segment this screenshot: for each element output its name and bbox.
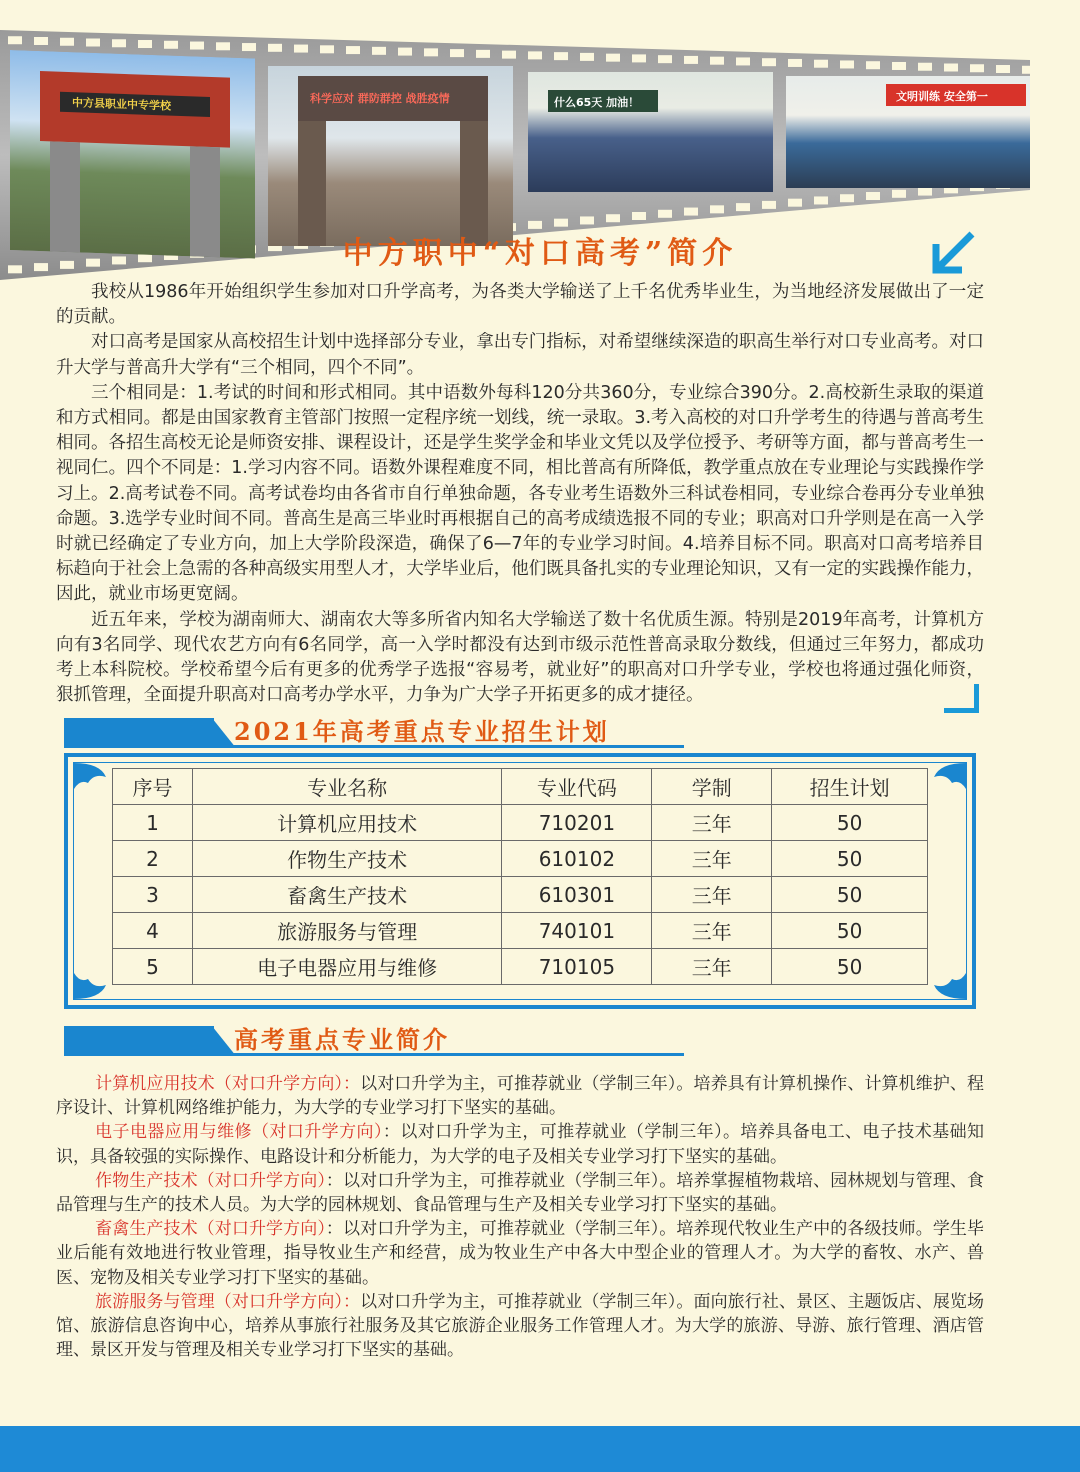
film-hole <box>1022 66 1030 74</box>
film-hole <box>8 36 22 44</box>
film-hole <box>762 58 776 66</box>
header-duration: 学制 <box>652 769 772 805</box>
cell-duration: 三年 <box>652 913 772 949</box>
major-description <box>56 1169 984 1217</box>
film-hole <box>554 52 568 60</box>
film-hole <box>840 60 854 68</box>
cell-duration: 三年 <box>652 877 772 913</box>
film-hole <box>528 51 542 59</box>
cell-quota: 50 <box>772 877 928 913</box>
photo-computer-lab <box>786 76 1030 188</box>
film-hole <box>762 201 776 209</box>
film-hole <box>814 60 828 68</box>
film-hole <box>736 57 750 65</box>
cell-major-name: 作物生产技术 <box>192 841 502 877</box>
film-hole <box>892 62 906 70</box>
cell-index: 5 <box>113 949 193 985</box>
intro-title: 中方职中“对口高考”简介 <box>342 236 738 271</box>
cell-major-code: 710105 <box>502 949 652 985</box>
film-hole <box>710 205 724 213</box>
film-hole <box>866 61 880 69</box>
film-hole <box>450 49 464 57</box>
film-hole <box>476 50 490 58</box>
film-hole <box>242 43 256 51</box>
cell-major-code: 740101 <box>502 913 652 949</box>
majors-list <box>56 1072 984 1362</box>
table-row <box>113 805 928 841</box>
film-hole <box>788 59 802 67</box>
film-hole <box>190 42 204 50</box>
photo-classroom-study <box>528 72 773 192</box>
film-hole <box>866 192 880 200</box>
film-hole <box>970 64 984 72</box>
cell-index: 2 <box>113 841 193 877</box>
major-description <box>56 1217 984 1290</box>
film-hole <box>632 54 646 62</box>
film-hole <box>424 48 438 56</box>
major-description <box>56 1120 984 1168</box>
film-hole <box>658 55 672 63</box>
film-hole <box>554 219 568 227</box>
cell-quota: 50 <box>772 913 928 949</box>
film-hole <box>398 48 412 56</box>
film-hole <box>372 47 386 55</box>
film-hole <box>658 210 672 218</box>
major-text: ：以对口升学为主，可推荐就业（学制三年）。培养具备电工、电子技术基础知识，具备较强的实际操作、电路设计和分析能力，为大学的电子及相关专业学习打下坚实的基础。 <box>56 1122 985 1167</box>
major-text: ：以对口升学为主，可推荐就业（学制三年）。培养掌握植物栽培、园林规划与管理、食品管理与生产的技术人员。为大学的园林规划、食品管理与生产及相关专业学习打下坚实的基础。 <box>56 1170 985 1216</box>
cell-duration: 三年 <box>652 949 772 985</box>
major-text: 以对口升学为主，可推荐就业（学制三年）。面向旅行社、景区、主题饭店、展览场馆、旅游信息咨询中心，培养从事旅行社服务及其它旅游企业服务工作管理人才。为大学的旅游、导游、旅行管理、酒店管理、景区开发与管理及相关专业学习打下坚实的基础。 <box>56 1291 985 1361</box>
plan-title: 2021年高考重点专业招生计划 <box>234 717 610 746</box>
film-hole <box>996 65 1010 73</box>
footer-bar <box>0 1426 1080 1472</box>
film-hole <box>918 188 932 196</box>
film-hole <box>112 39 126 47</box>
table-row <box>113 913 928 949</box>
major-text: 以对口升学为主，可推荐就业（学制三年）。培养具有计算机操作、计算机维护、程序设计、计算机网络维护能力，为大学的专业学习打下坚实的基础。 <box>56 1074 985 1119</box>
cell-quota: 50 <box>772 841 928 877</box>
film-hole <box>710 57 724 65</box>
major-name: 旅游服务与管理（对口升学方向）： <box>95 1291 361 1312</box>
film-hole <box>294 45 308 53</box>
intro-paragraph: 我校从1986年开始组织学生参加对口升学高考，为各类大学输送了上千名优秀毕业生，为当地经济发展做出了一定的贡献。 <box>56 282 984 328</box>
table-row <box>113 949 928 985</box>
cell-major-name: 计算机应用技术 <box>192 805 502 841</box>
film-hole <box>814 196 828 204</box>
photo3-sign: 什么65天 加油！ <box>554 96 640 109</box>
intro-paragraph: 三个相同是：1.考试的时间和形式相同。其中语数外每科120分共360分，专业综合390分。2.高校新生录取的渠道和方式相同。都是由国家教育主管部门按照一定程序统一划线，统一录取。3.考入高校的对口升学考生的待遇与普高考生相同。各招生高校无论是师资安排、课程设计，还是学生奖学金和毕业文凭以及学位授予、考研等方面，都与普高考生一视同仁。四个不同是：1.学习内容不同。语数外课程难度不同，相比普高有所降低，教学重点放在专业理论与实践操作学习上。2.高考试卷不同。高考试卷均由各省市自行单独命题，各专业考生语数外三科试卷相同，专业综合卷再分专业单独命题。3.选学专业时间不同。普高生是高三毕业时再根据自己的高考成绩选报不同的专业；职高对口升学则是在高一入学时就已经确定了专业方向，加上大学阶段深造，确保了6—7年的专业学习时间。4.培养目标不同。职高对口高考培养目标趋向于社会上急需的各种高级实用型人才，大学毕业后，他们既具备扎实的专业理论知识，又有一定的实践操作能力，因此，就业市场更宽阔。 <box>56 382 984 605</box>
major-name: 作物生产技术（对口升学方向） <box>95 1170 326 1191</box>
film-hole <box>164 41 178 49</box>
major-name: 计算机应用技术（对口升学方向）： <box>95 1074 361 1094</box>
film-hole <box>216 42 230 50</box>
film-hole <box>580 216 594 224</box>
cell-quota: 50 <box>772 949 928 985</box>
major-text: ：以对口升学为主，可推荐就业（学制三年）。培养现代牧业生产中的各级技师。学生毕业后能有效地进行牧业管理，指导牧业生产和经营，成为牧业生产中各大中型企业的管理人才。为大学的畜牧、水产、兽医、宠物及相关专业学习打下坚实的基础。 <box>56 1219 985 1288</box>
film-hole <box>632 212 646 220</box>
film-hole <box>606 54 620 62</box>
cell-major-code: 610102 <box>502 841 652 877</box>
header-major-name: 专业名称 <box>192 769 502 805</box>
major-description <box>56 1290 984 1363</box>
photo2-sign: 科学应对 群防群控 战胜疫情 <box>310 92 450 105</box>
film-hole <box>320 45 334 53</box>
photo-campus-gate <box>268 66 513 246</box>
corner-bracket-decoration <box>944 684 979 713</box>
table-row <box>113 841 928 877</box>
film-hole <box>944 63 958 71</box>
cell-major-name: 电子电器应用与维修 <box>192 949 502 985</box>
cell-index: 3 <box>113 877 193 913</box>
intro-paragraph: 对口高考是国家从高校招生计划中选择部分专业，拿出专门指标，对希望继续深造的职高生举行对口专业高考。对口升大学与普高升大学有“三个相同，四个不同”。 <box>56 332 984 378</box>
photo1-sign: 中方县职业中专学校 <box>72 96 171 113</box>
film-hole <box>788 199 802 207</box>
cell-major-code: 610301 <box>502 877 652 913</box>
major-description <box>56 1072 984 1120</box>
cell-index: 1 <box>113 805 193 841</box>
cell-quota: 50 <box>772 805 928 841</box>
major-name: 畜禽生产技术（对口升学方向） <box>95 1219 326 1240</box>
photo4-sign: 文明训练 安全第一 <box>896 90 988 103</box>
cell-duration: 三年 <box>652 805 772 841</box>
film-hole <box>138 40 152 48</box>
film-hole <box>840 194 854 202</box>
film-hole <box>502 51 516 59</box>
film-hole <box>684 56 698 64</box>
film-hole <box>736 203 750 211</box>
major-name: 电子电器应用与维修（对口升学方向） <box>95 1122 383 1143</box>
header-quota: 招生计划 <box>772 769 928 805</box>
cell-major-code: 710201 <box>502 805 652 841</box>
plan-header-ribbon <box>64 718 684 748</box>
film-hole <box>918 63 932 71</box>
film-hole <box>580 53 594 61</box>
film-hole <box>892 190 906 198</box>
majors-header-ribbon <box>64 1026 684 1056</box>
cell-major-name: 畜禽生产技术 <box>192 877 502 913</box>
header-index: 序号 <box>113 769 193 805</box>
enrollment-plan-table <box>112 768 928 985</box>
cell-duration: 三年 <box>652 841 772 877</box>
film-hole <box>34 37 48 45</box>
intro-paragraph: 近五年来，学校为湖南师大、湖南农大等多所省内知名大学输送了数十名优质生源。特别是2019年高考，计算机方向有3名同学、现代农艺方向有6名同学，高一入学时都没有达到市级示范性普高录取分数线，但通过三年努力，都成功考上本科院校。学校希望今后有更多的优秀学子选报“容易考，就业好”的职高对口升学专业，学校也将通过强化师资，狠抓管理，全面提升职高对口高考办学水平，力争为广大学子开拓更多的成才捷径。 <box>56 609 984 706</box>
film-hole <box>346 46 360 54</box>
header-major-code: 专业代码 <box>502 769 652 805</box>
arrow-down-left-icon <box>930 228 978 280</box>
cell-index: 4 <box>113 913 193 949</box>
film-hole <box>60 38 74 46</box>
film-hole <box>606 214 620 222</box>
intro-body <box>56 280 984 708</box>
majors-title: 高考重点专业简介 <box>234 1025 450 1054</box>
table-header-row <box>113 769 928 805</box>
film-hole <box>86 39 100 47</box>
film-hole <box>684 208 698 216</box>
cell-major-name: 旅游服务与管理 <box>192 913 502 949</box>
film-hole <box>268 44 282 52</box>
table-row <box>113 877 928 913</box>
